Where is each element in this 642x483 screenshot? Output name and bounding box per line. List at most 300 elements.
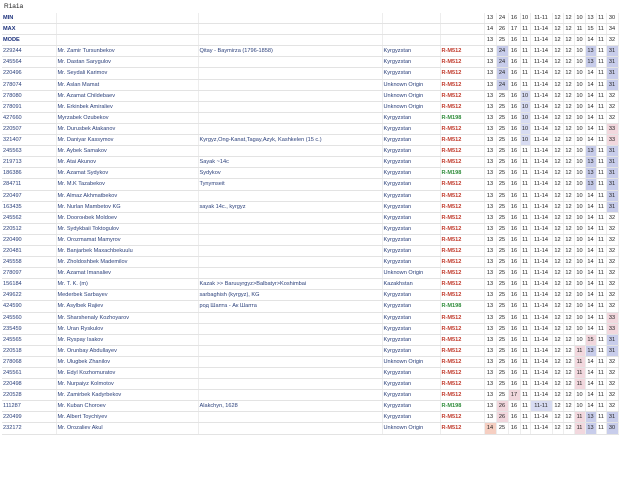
marker-value: 12 <box>563 401 574 412</box>
marker-value: 14 <box>585 135 596 146</box>
table-row[interactable] <box>2 356 618 367</box>
paternal-ancestor <box>198 90 382 101</box>
marker-value: 12 <box>552 245 563 256</box>
marker-value: 12 <box>563 190 574 201</box>
member-name: Mederbek Sarbayev <box>56 290 198 301</box>
marker-value: 31 <box>606 146 618 157</box>
marker-value: 32 <box>606 379 618 390</box>
marker-value: 10 <box>574 268 585 279</box>
paternal-ancestor <box>198 345 382 356</box>
stat-value: 11 <box>520 24 530 35</box>
marker-value: 13 <box>484 368 496 379</box>
marker-value: 11 <box>596 57 606 68</box>
marker-value: 13 <box>585 57 596 68</box>
marker-value: 11 <box>596 257 606 268</box>
marker-value: 32 <box>606 356 618 367</box>
marker-value: 13 <box>585 412 596 423</box>
kit-id: 220481 <box>2 245 56 256</box>
marker-value: 12 <box>552 312 563 323</box>
marker-value: 10 <box>574 245 585 256</box>
marker-value: 11-14 <box>530 212 552 223</box>
kit-id: 163435 <box>2 201 56 212</box>
country: Kyrgyzstan <box>382 68 440 79</box>
marker-value: 14 <box>585 112 596 123</box>
table-row[interactable] <box>2 345 618 356</box>
marker-value: 12 <box>563 68 574 79</box>
marker-value: 31 <box>606 345 618 356</box>
paternal-ancestor <box>198 334 382 345</box>
marker-value: 25 <box>496 379 508 390</box>
marker-value: 11 <box>520 401 530 412</box>
marker-value: 25 <box>496 168 508 179</box>
marker-value: 17 <box>508 390 520 401</box>
marker-value: 12 <box>552 234 563 245</box>
haplogroup: R-M512 <box>440 312 484 323</box>
marker-value: 14 <box>585 290 596 301</box>
marker-value: 16 <box>508 290 520 301</box>
marker-value: 11-14 <box>530 379 552 390</box>
marker-value: 11-14 <box>530 46 552 57</box>
marker-value: 12 <box>552 168 563 179</box>
country: Kyrgyzstan <box>382 368 440 379</box>
marker-value: 11 <box>596 356 606 367</box>
marker-value: 25 <box>496 257 508 268</box>
marker-value: 11 <box>520 390 530 401</box>
marker-value: 13 <box>585 168 596 179</box>
stat-value: 11 <box>574 24 585 35</box>
table-row[interactable] <box>2 268 618 279</box>
marker-value: 14 <box>585 223 596 234</box>
table-row[interactable] <box>2 245 618 256</box>
marker-value: 11 <box>520 334 530 345</box>
marker-value: 10 <box>574 90 585 101</box>
stat-value: 11-14 <box>530 35 552 46</box>
marker-value: 11 <box>596 135 606 146</box>
marker-value: 11-14 <box>530 368 552 379</box>
kit-id: 186386 <box>2 168 56 179</box>
marker-value: 11 <box>520 234 530 245</box>
marker-value: 12 <box>552 146 563 157</box>
country: Kyrgyzstan <box>382 401 440 412</box>
stat-row <box>2 13 618 24</box>
marker-value: 11-14 <box>530 146 552 157</box>
marker-value: 11 <box>596 268 606 279</box>
marker-value: 12 <box>552 212 563 223</box>
marker-value: 26 <box>496 412 508 423</box>
marker-value: 11-14 <box>530 279 552 290</box>
marker-value: 16 <box>508 423 520 434</box>
empty-cell <box>382 13 440 24</box>
haplogroup: R-M512 <box>440 179 484 190</box>
kit-id: 427660 <box>2 112 56 123</box>
country: Kyrgyzstan <box>382 234 440 245</box>
table-row[interactable] <box>2 412 618 423</box>
marker-value: 25 <box>496 90 508 101</box>
table-row[interactable] <box>2 179 618 190</box>
marker-value: 13 <box>484 245 496 256</box>
marker-value: 25 <box>496 301 508 312</box>
member-name: Mr. Nurpaiyz Kolmotov <box>56 379 198 390</box>
marker-value: 14 <box>585 201 596 212</box>
marker-value: 32 <box>606 401 618 412</box>
table-row[interactable] <box>2 290 618 301</box>
marker-value: 33 <box>606 312 618 323</box>
stat-value: 26 <box>496 24 508 35</box>
marker-value: 11-14 <box>530 179 552 190</box>
marker-value: 11 <box>520 301 530 312</box>
empty-cell <box>56 24 198 35</box>
marker-value: 13 <box>484 79 496 90</box>
kit-id: 111287 <box>2 401 56 412</box>
kit-id: 220518 <box>2 345 56 356</box>
paternal-ancestor <box>198 79 382 90</box>
country: Unknown Origin <box>382 79 440 90</box>
table-row[interactable] <box>2 423 618 434</box>
member-name: Mr. T. K. (m) <box>56 279 198 290</box>
marker-value: 11 <box>596 79 606 90</box>
marker-value: 16 <box>508 368 520 379</box>
marker-value: 10 <box>574 135 585 146</box>
marker-value: 11 <box>520 412 530 423</box>
marker-value: 11-14 <box>530 123 552 134</box>
marker-value: 14 <box>585 68 596 79</box>
marker-value: 11-14 <box>530 412 552 423</box>
marker-value: 12 <box>552 223 563 234</box>
marker-value: 12 <box>552 46 563 57</box>
marker-value: 32 <box>606 257 618 268</box>
marker-value: 13 <box>484 46 496 57</box>
marker-value: 33 <box>606 323 618 334</box>
member-name: Mr. Kuban Chorоev <box>56 401 198 412</box>
haplogroup: R-M512 <box>440 223 484 234</box>
marker-value: 12 <box>552 68 563 79</box>
table-row[interactable] <box>2 323 618 334</box>
marker-value: 10 <box>520 123 530 134</box>
member-name: Mr. Aslan Mamat <box>56 79 198 90</box>
haplogroup: R-M512 <box>440 90 484 101</box>
marker-value: 25 <box>496 190 508 201</box>
marker-value: 25 <box>496 112 508 123</box>
marker-value: 14 <box>585 401 596 412</box>
marker-value: 11 <box>520 212 530 223</box>
marker-value: 25 <box>496 290 508 301</box>
marker-value: 11 <box>520 356 530 367</box>
table-row[interactable] <box>2 390 618 401</box>
table-row[interactable] <box>2 401 618 412</box>
empty-cell <box>198 13 382 24</box>
table-row[interactable] <box>2 146 618 157</box>
marker-value: 12 <box>563 356 574 367</box>
marker-value: 13 <box>484 168 496 179</box>
marker-value: 14 <box>585 390 596 401</box>
haplogroup: R-M512 <box>440 290 484 301</box>
marker-value: 16 <box>508 212 520 223</box>
country: Kyrgyzstan <box>382 146 440 157</box>
country: Kyrgyzstan <box>382 245 440 256</box>
marker-value: 11 <box>520 423 530 434</box>
marker-value: 14 <box>585 301 596 312</box>
kit-id: 232172 <box>2 423 56 434</box>
marker-value: 11 <box>520 79 530 90</box>
marker-value: 10 <box>574 79 585 90</box>
marker-value: 12 <box>552 179 563 190</box>
kit-id: 220497 <box>2 190 56 201</box>
marker-value: 13 <box>484 345 496 356</box>
marker-value: 11 <box>520 157 530 168</box>
marker-value: 16 <box>508 112 520 123</box>
haplogroup: R-M512 <box>440 157 484 168</box>
marker-value: 11-14 <box>530 168 552 179</box>
paternal-ancestor <box>198 412 382 423</box>
marker-value: 13 <box>585 345 596 356</box>
marker-value: 11-14 <box>530 112 552 123</box>
marker-value: 16 <box>508 379 520 390</box>
paternal-ancestor: sarbaghish (kyrgyz), KG <box>198 290 382 301</box>
haplogroup: R-M512 <box>440 323 484 334</box>
country: Kyrgyzstan <box>382 323 440 334</box>
marker-value: 16 <box>508 168 520 179</box>
marker-value: 12 <box>563 368 574 379</box>
marker-value: 16 <box>508 90 520 101</box>
marker-value: 25 <box>496 101 508 112</box>
marker-value: 10 <box>520 135 530 146</box>
table-row[interactable] <box>2 157 618 168</box>
marker-value: 32 <box>606 101 618 112</box>
marker-value: 12 <box>552 112 563 123</box>
marker-value: 33 <box>606 135 618 146</box>
haplogroup: R-M512 <box>440 390 484 401</box>
stat-value: 12 <box>563 35 574 46</box>
marker-value: 11 <box>520 257 530 268</box>
table-row[interactable] <box>2 168 618 179</box>
marker-value: 10 <box>574 157 585 168</box>
marker-value: 12 <box>552 90 563 101</box>
empty-cell <box>198 24 382 35</box>
marker-value: 11 <box>596 168 606 179</box>
stat-value: 12 <box>563 24 574 35</box>
marker-value: 13 <box>484 212 496 223</box>
paternal-ancestor <box>198 68 382 79</box>
stat-value: 11 <box>520 35 530 46</box>
marker-value: 14 <box>585 123 596 134</box>
stat-value: 10 <box>574 13 585 24</box>
marker-value: 25 <box>496 234 508 245</box>
country: Unknown Origin <box>382 90 440 101</box>
marker-value: 11 <box>520 323 530 334</box>
stat-value: 12 <box>552 13 563 24</box>
marker-value: 12 <box>563 334 574 345</box>
kit-id: 156184 <box>2 279 56 290</box>
table-row[interactable] <box>2 379 618 390</box>
kit-id: 220490 <box>2 234 56 245</box>
marker-value: 13 <box>585 179 596 190</box>
marker-value: 13 <box>484 157 496 168</box>
kit-id: 278074 <box>2 79 56 90</box>
marker-value: 11-14 <box>530 68 552 79</box>
marker-value: 11 <box>520 179 530 190</box>
marker-value: 25 <box>496 245 508 256</box>
country: Kyrgyzstan <box>382 201 440 212</box>
marker-value: 13 <box>585 46 596 57</box>
table-row[interactable] <box>2 46 618 57</box>
member-name: Mr. Dastan Sarygulov <box>56 57 198 68</box>
haplogroup: R-M512 <box>440 379 484 390</box>
marker-value: 11 <box>596 412 606 423</box>
marker-value: 10 <box>574 68 585 79</box>
table-row[interactable] <box>2 368 618 379</box>
marker-value: 12 <box>552 368 563 379</box>
table-row[interactable] <box>2 190 618 201</box>
member-name: Mr. Sydykbaii Toktogulov <box>56 223 198 234</box>
paternal-ancestor <box>198 223 382 234</box>
paternal-ancestor <box>198 257 382 268</box>
kit-id: 220512 <box>2 223 56 234</box>
table-row[interactable] <box>2 201 618 212</box>
table-row[interactable] <box>2 334 618 345</box>
kit-id: 249622 <box>2 290 56 301</box>
marker-value: 11 <box>596 334 606 345</box>
marker-value: 12 <box>552 123 563 134</box>
marker-value: 32 <box>606 301 618 312</box>
marker-value: 31 <box>606 412 618 423</box>
haplogroup: R-M512 <box>440 190 484 201</box>
stat-value: 16 <box>508 35 520 46</box>
marker-value: 12 <box>552 356 563 367</box>
marker-value: 11 <box>596 112 606 123</box>
marker-value: 25 <box>496 368 508 379</box>
marker-value: 12 <box>552 379 563 390</box>
member-name: Mr. Doorонbek Moldoev <box>56 212 198 223</box>
table-row[interactable] <box>2 68 618 79</box>
marker-value: 25 <box>496 212 508 223</box>
member-name: Mr. Zamir Tursunbekov <box>56 46 198 57</box>
marker-value: 16 <box>508 57 520 68</box>
marker-value: 16 <box>508 356 520 367</box>
marker-value: 31 <box>606 46 618 57</box>
marker-value: 11 <box>574 423 585 434</box>
table-row[interactable] <box>2 123 618 134</box>
marker-value: 15 <box>585 334 596 345</box>
marker-value: 25 <box>496 312 508 323</box>
table-row[interactable] <box>2 101 618 112</box>
haplogroup: R-M512 <box>440 245 484 256</box>
table-row[interactable] <box>2 90 618 101</box>
table-row[interactable] <box>2 79 618 90</box>
haplogroup: R-M198 <box>440 401 484 412</box>
haplogroup: R-M512 <box>440 146 484 157</box>
table-row[interactable] <box>2 301 618 312</box>
marker-value: 32 <box>606 279 618 290</box>
stat-value: 17 <box>508 24 520 35</box>
marker-value: 31 <box>606 157 618 168</box>
marker-value: 16 <box>508 79 520 90</box>
marker-value: 10 <box>574 190 585 201</box>
marker-value: 13 <box>484 190 496 201</box>
marker-value: 32 <box>606 245 618 256</box>
marker-value: 12 <box>563 345 574 356</box>
marker-value: 11-14 <box>530 268 552 279</box>
marker-value: 16 <box>508 312 520 323</box>
member-name: Mr. Ryspay Isakov <box>56 334 198 345</box>
haplogroup: R-M512 <box>440 68 484 79</box>
marker-value: 13 <box>484 279 496 290</box>
member-name: Mr. Orunbay Abdullayev <box>56 345 198 356</box>
table-row[interactable] <box>2 257 618 268</box>
marker-value: 10 <box>574 390 585 401</box>
stat-value: 11-14 <box>530 24 552 35</box>
marker-value: 12 <box>563 123 574 134</box>
table-row[interactable] <box>2 57 618 68</box>
empty-cell <box>440 13 484 24</box>
marker-value: 12 <box>563 301 574 312</box>
table-row[interactable] <box>2 135 618 146</box>
marker-value: 11-14 <box>530 356 552 367</box>
marker-value: 12 <box>552 268 563 279</box>
marker-value: 11-14 <box>530 312 552 323</box>
kit-id: 220507 <box>2 123 56 134</box>
marker-value: 10 <box>574 301 585 312</box>
marker-value: 25 <box>496 179 508 190</box>
kit-id: 245562 <box>2 212 56 223</box>
member-name: Mr. Erkinbek Amiraliev <box>56 101 198 112</box>
paternal-ancestor: sayak 14c., kyrgyz <box>198 201 382 212</box>
marker-value: 10 <box>574 223 585 234</box>
kit-id: 219713 <box>2 157 56 168</box>
country: Kyrgyzstan <box>382 112 440 123</box>
marker-value: 10 <box>574 401 585 412</box>
marker-value: 13 <box>484 57 496 68</box>
marker-value: 11-14 <box>530 101 552 112</box>
table-row[interactable] <box>2 312 618 323</box>
kit-id: 424590 <box>2 301 56 312</box>
table-row[interactable] <box>2 223 618 234</box>
marker-value: 11 <box>574 345 585 356</box>
table-row[interactable] <box>2 234 618 245</box>
country: Kyrgyzstan <box>382 179 440 190</box>
marker-value: 11-14 <box>530 135 552 146</box>
marker-value: 11 <box>596 157 606 168</box>
member-name: Mr. Ulugbek Zhanilov <box>56 356 198 367</box>
marker-value: 11-14 <box>530 201 552 212</box>
paternal-ancestor <box>198 323 382 334</box>
table-row[interactable] <box>2 112 618 123</box>
member-name: Mr. Edyl Kozhomuratov <box>56 368 198 379</box>
marker-value: 13 <box>484 401 496 412</box>
table-row[interactable] <box>2 279 618 290</box>
marker-value: 13 <box>484 179 496 190</box>
country: Kyrgyzstan <box>382 135 440 146</box>
stat-value: 13 <box>484 13 496 24</box>
marker-value: 11-14 <box>530 245 552 256</box>
marker-value: 11 <box>596 323 606 334</box>
stat-value: 34 <box>606 24 618 35</box>
marker-value: 11 <box>596 345 606 356</box>
marker-value: 16 <box>508 201 520 212</box>
marker-value: 14 <box>585 234 596 245</box>
marker-value: 12 <box>563 146 574 157</box>
stat-label: MIN <box>2 13 56 24</box>
marker-value: 12 <box>563 90 574 101</box>
marker-value: 31 <box>606 201 618 212</box>
kit-id: 220496 <box>2 68 56 79</box>
marker-value: 13 <box>484 257 496 268</box>
marker-value: 11-14 <box>530 57 552 68</box>
marker-value: 13 <box>484 312 496 323</box>
marker-value: 12 <box>563 390 574 401</box>
marker-value: 14 <box>585 323 596 334</box>
table-row[interactable] <box>2 212 618 223</box>
stat-value: 11-11 <box>530 13 552 24</box>
